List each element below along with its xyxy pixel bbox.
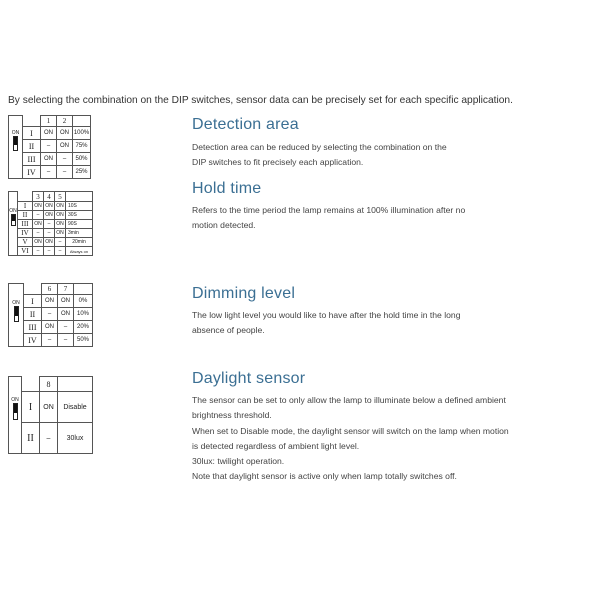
dimming-dip-table <box>8 283 93 347</box>
cell-value: ON <box>40 392 58 423</box>
row-label: I <box>18 202 33 211</box>
cell-value: – <box>58 334 74 347</box>
column-header <box>66 192 93 202</box>
switch-on-label: ON <box>9 208 17 214</box>
cell-value: 20min <box>66 238 93 247</box>
row-label: IV <box>24 334 42 347</box>
cell-value: 50% <box>73 153 91 166</box>
section-title-dimming: Dimming level <box>192 285 296 302</box>
section-body-daylight <box>192 393 592 485</box>
cell-value: – <box>44 229 55 238</box>
cell-value: 10S <box>66 202 93 211</box>
row-label: IV <box>23 166 41 179</box>
table-row <box>9 229 93 238</box>
column-header: 5 <box>55 192 66 202</box>
cell-value: ON <box>57 127 73 140</box>
table-row <box>9 238 93 247</box>
cell-value: 3min <box>66 229 93 238</box>
cell-value: ON <box>34 239 42 245</box>
row-label: III <box>24 321 42 334</box>
cell-value: 50% <box>74 334 93 347</box>
cell-value: Disable <box>58 392 93 423</box>
cell-value: – <box>42 308 58 321</box>
body-line: brightness threshold. <box>192 410 272 421</box>
cell-value: – <box>57 153 73 166</box>
dip-switch-icon <box>9 116 23 179</box>
cell-value: 100% <box>73 127 91 140</box>
cell-value: 25% <box>73 166 91 179</box>
section-title-detection: Detection area <box>192 116 299 133</box>
row-label: VI <box>18 247 33 256</box>
cell-value: Always on <box>66 247 93 256</box>
cell-value: ON <box>34 221 42 227</box>
hold-time-dip-table <box>8 191 93 256</box>
column-header: 7 <box>58 284 74 295</box>
body-line: absence of people. <box>192 325 265 336</box>
body-line: DIP switches to fit precisely each application. <box>192 157 364 168</box>
cell-value: ON <box>42 295 58 308</box>
cell-value: – <box>41 140 57 153</box>
row-label: III <box>18 220 33 229</box>
section-body-dimming <box>192 308 592 339</box>
column-header <box>73 116 91 127</box>
column-header <box>74 284 93 295</box>
switch-on-label: ON <box>11 397 19 403</box>
cell-value: 90S <box>66 220 93 229</box>
cell-value: – <box>33 229 44 238</box>
cell-value: – <box>40 423 58 454</box>
cell-value: 30lux <box>58 423 93 454</box>
cell-value: ON <box>45 239 53 245</box>
body-line: When set to Disable mode, the daylight sensor will switch on the lamp when motion <box>192 425 509 436</box>
section-title-hold-time: Hold time <box>192 180 262 197</box>
cell-value: – <box>33 211 44 220</box>
dip-switch-icon <box>9 192 18 256</box>
cell-value: – <box>44 220 55 229</box>
column-header: 4 <box>44 192 55 202</box>
cell-value: ON <box>56 203 64 209</box>
switch-on-label: ON <box>12 300 20 306</box>
table-row <box>9 220 93 229</box>
cell-value: ON <box>42 321 58 334</box>
cell-value: ON <box>41 127 57 140</box>
row-label: I <box>23 127 41 140</box>
body-line: Detection area can be reduced by selecting the combination on the <box>192 142 447 152</box>
row-label: II <box>24 308 42 321</box>
table-row <box>9 202 93 211</box>
row-label: IV <box>18 229 33 238</box>
cell-value: ON <box>56 221 64 227</box>
body-line: Refers to the time period the lamp remains at 100% illumination after no <box>192 205 466 215</box>
row-label: V <box>18 238 33 247</box>
body-line: The low light level you would like to have after the hold time in the long <box>192 310 461 320</box>
body-line: is detected regardless of ambient light level. <box>192 440 360 451</box>
dip-switch-icon <box>9 284 24 347</box>
cell-value: ON <box>34 203 42 209</box>
column-header: 2 <box>57 116 73 127</box>
row-label: II <box>18 211 33 220</box>
column-header: 1 <box>41 116 57 127</box>
cell-value: ON <box>45 212 53 218</box>
table-row <box>9 211 93 220</box>
cell-value: 10% <box>74 308 93 321</box>
column-header: 8 <box>40 377 58 392</box>
detection-dip-table <box>8 115 91 179</box>
switch-on-label: ON <box>11 130 20 136</box>
row-label: II <box>22 423 40 454</box>
section-body-detection <box>192 140 592 171</box>
intro-text: By selecting the combination on the DIP switches, sensor data can be precisely set for each specific application. <box>8 95 513 106</box>
column-header: 6 <box>42 284 58 295</box>
dip-switch-icon <box>9 377 22 454</box>
row-label: II <box>23 140 41 153</box>
body-line: Note that daylight sensor is active only when lamp totally switches off. <box>192 471 457 482</box>
body-line: The sensor can be set to only allow the lamp to illuminate below a defined ambient <box>192 395 506 405</box>
cell-value: – <box>58 321 74 334</box>
cell-value: ON <box>58 295 74 308</box>
cell-value: – <box>57 166 73 179</box>
cell-value: – <box>55 247 66 256</box>
row-label: III <box>23 153 41 166</box>
daylight-dip-table <box>8 376 93 454</box>
column-header: 3 <box>33 192 44 202</box>
cell-value: – <box>41 166 57 179</box>
cell-value: 0% <box>74 295 93 308</box>
cell-value: ON <box>56 230 64 236</box>
cell-value: – <box>44 247 55 256</box>
cell-value: – <box>33 247 44 256</box>
body-line: 30lux: twilight operation. <box>192 456 285 467</box>
column-header <box>58 377 93 392</box>
section-body-hold-time <box>192 203 592 234</box>
cell-value: ON <box>56 212 64 218</box>
cell-value: – <box>42 334 58 347</box>
body-line: motion detected. <box>192 220 256 231</box>
cell-value: ON <box>58 308 74 321</box>
cell-value: 75% <box>73 140 91 153</box>
cell-value: ON <box>41 153 57 166</box>
row-label: I <box>24 295 42 308</box>
section-title-daylight: Daylight sensor <box>192 370 306 387</box>
table-row <box>9 247 93 256</box>
cell-value: ON <box>57 140 73 153</box>
cell-value: – <box>55 238 66 247</box>
row-label: I <box>22 392 40 423</box>
cell-value: 20% <box>74 321 93 334</box>
cell-value: 30S <box>66 211 93 220</box>
cell-value: ON <box>45 203 53 209</box>
